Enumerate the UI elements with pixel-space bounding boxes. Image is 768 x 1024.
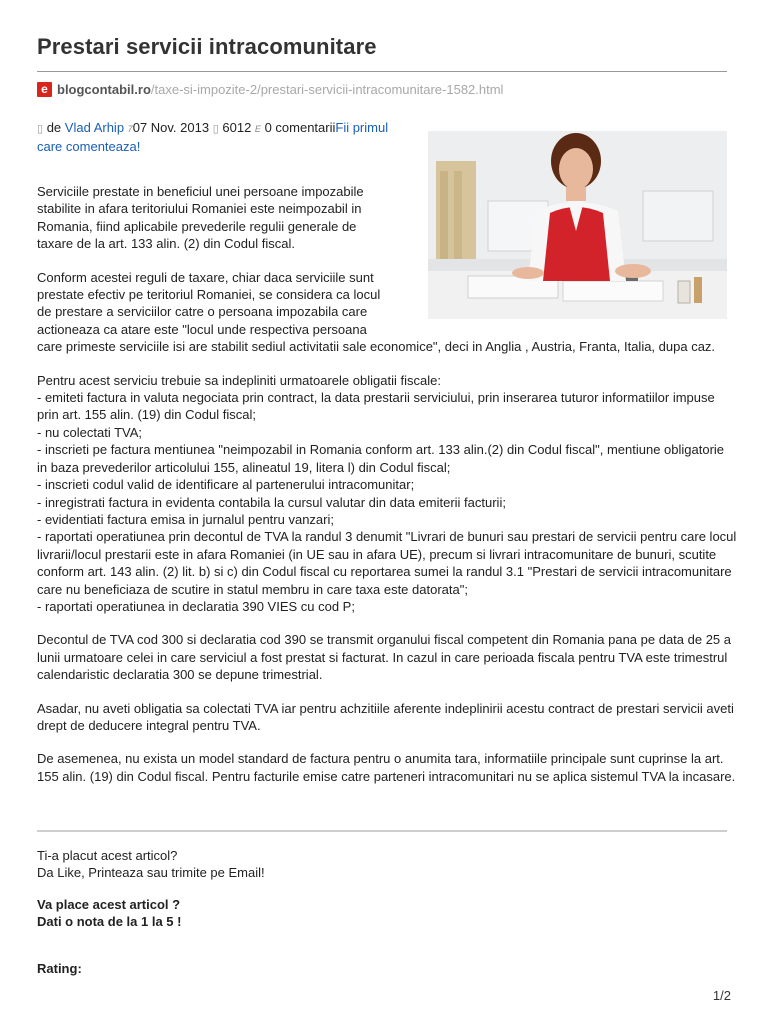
blogcontabil-logo-icon: e — [37, 82, 52, 97]
obligation-item: - emiteti factura in valuta negociata prin contract, la data prestarii serviciului, prin inserarea tuturor informatiilor impuse prin art. 155 alin. (19) din Codul fiscal; — [37, 390, 715, 423]
page-title: Prestari servicii intracomunitare — [37, 34, 377, 59]
obligation-item: - nu colectati TVA; — [37, 424, 143, 440]
author-link[interactable]: Vlad Arhip — [64, 120, 125, 135]
share-prompt — [37, 847, 727, 882]
share-cta: Da Like, Printeaza sau trimite pe Email! — [37, 865, 265, 881]
obligation-item: - inscrieti pe factura mentiunea "neimpozabil in Romania conform art. 133 alin.(2) din Codul fiscal", mentiune obligatorie in baza prevederilor articolului 155, alineatul 19, litera l) din Codul fiscal; — [37, 442, 725, 475]
first-comment-link[interactable]: Fii primul care comenteaza! — [37, 120, 389, 154]
view-count: 6012 — [222, 120, 252, 135]
obligations-list — [37, 372, 737, 616]
publish-date: 07 Nov. 2013 — [132, 120, 210, 135]
obligation-item: - evidentiati factura emisa in jurnalul pentru vanzari; — [37, 511, 334, 527]
paragraph: De asemenea, nu exista un model standard de factura pentru o anumita tara, informatiile principale sunt cuprinse la art. 155 alin. (19) din Codul fiscal. Pentru facturile emise catre parteneri intracomunitari nu se aplica sistemul TVA la incasare. — [37, 751, 736, 784]
rating-label: Rating: — [37, 961, 82, 976]
closing-section — [37, 847, 727, 945]
source-domain[interactable]: blogcontabil.ro — [57, 81, 151, 97]
obligation-item: - inscrieti codul valid de identificare al partenerului intracomunitar; — [37, 477, 415, 493]
paragraph: Serviciile prestate in beneficiul unei persoane impozabile stabilite in afara teritoriului Romaniei este neimpozabil in Romania, fiind aplicabile prevederile regulii generale de taxare de la art. 133 alin. (2) din Codul fiscal. — [37, 184, 364, 252]
views-icon: ▯ — [212, 123, 219, 135]
source-line — [37, 80, 503, 98]
obligation-item: - inregistrati factura in evidenta contabila la cursul valutar din data emiterii facturii; — [37, 494, 506, 510]
obligations-intro: Pentru acest serviciu trebuie sa indepliniti urmatoarele obligatii fiscale: — [37, 372, 441, 388]
by-label: de — [46, 120, 62, 135]
paragraph: Asadar, nu aveti obligatia sa colectati TVA iar pentru achzitiile aferente indeplinirii acestu contract de prestari servicii aveti drept de deducere integral pentru TVA. — [37, 700, 734, 733]
paragraph: Decontul de TVA cod 300 si declaratia cod 390 se transmit organului fiscal competent din Romania pana pe data de 25 a lunii urmatoare celei in care serviciul a fost prestat si facturat. In cazul in care perioada fiscala pentru TVA este trimestrul calendaristic declaratia 300 se depune trimestrial. — [37, 632, 732, 683]
obligation-item: - raportati operatiunea prin decontul de TVA la randul 3 denumit "Livrari de bunuri sau prestari de servicii pentru care locul livrarii/locul prestarii este in afara Romaniei (in UE sau in afara UE), precum si livrari intracomunitare de bunuri, scutite conform art. 143 alin. (2) lit. b) si c) din Codul fiscal cu reportarea sumei la randul 3.1 "Prestari de servicii intracomunitare care nu beneficiaza de scutire in statul membru in care taxa este datorata"; — [37, 529, 737, 597]
title-divider — [37, 71, 727, 72]
paragraph: Conform acestei reguli de taxare, chiar daca serviciile sunt prestate efectiv pe teritoriul Romaniei, se considera ca locul de prestare a serviciilor catre o persoana impozabila care actioneaza ca atare este "locul unde respectiva persoana — [37, 269, 381, 337]
source-path[interactable]: /taxe-si-impozite-2/prestari-servicii-intracomunitare-1582.html — [150, 81, 504, 97]
vote-cta: Dati o nota de la 1 la 5 ! — [37, 914, 182, 930]
calendar-icon: 7 — [127, 124, 133, 134]
author-icon: ▯ — [37, 123, 44, 135]
comment-count: 0 comentarii — [264, 120, 336, 135]
share-question: Ti-a placut acest articol? — [37, 848, 178, 863]
vote-prompt — [37, 896, 727, 931]
paragraph: care primeste serviciile isi are stabilit sediul activitatii sale economice", deci in Anglia , Austria, Franta, Italia, dupa caz. — [37, 339, 716, 355]
obligation-item: - raportati operatiunea in declaratia 390 VIES cu cod P; — [37, 598, 355, 614]
comments-icon: E — [254, 124, 261, 134]
article-body — [37, 183, 737, 801]
article-meta — [37, 119, 407, 155]
closing-divider — [37, 830, 727, 832]
page-number: 1/2 — [712, 988, 731, 1003]
vote-question: Va place acest articol ? — [37, 896, 181, 912]
